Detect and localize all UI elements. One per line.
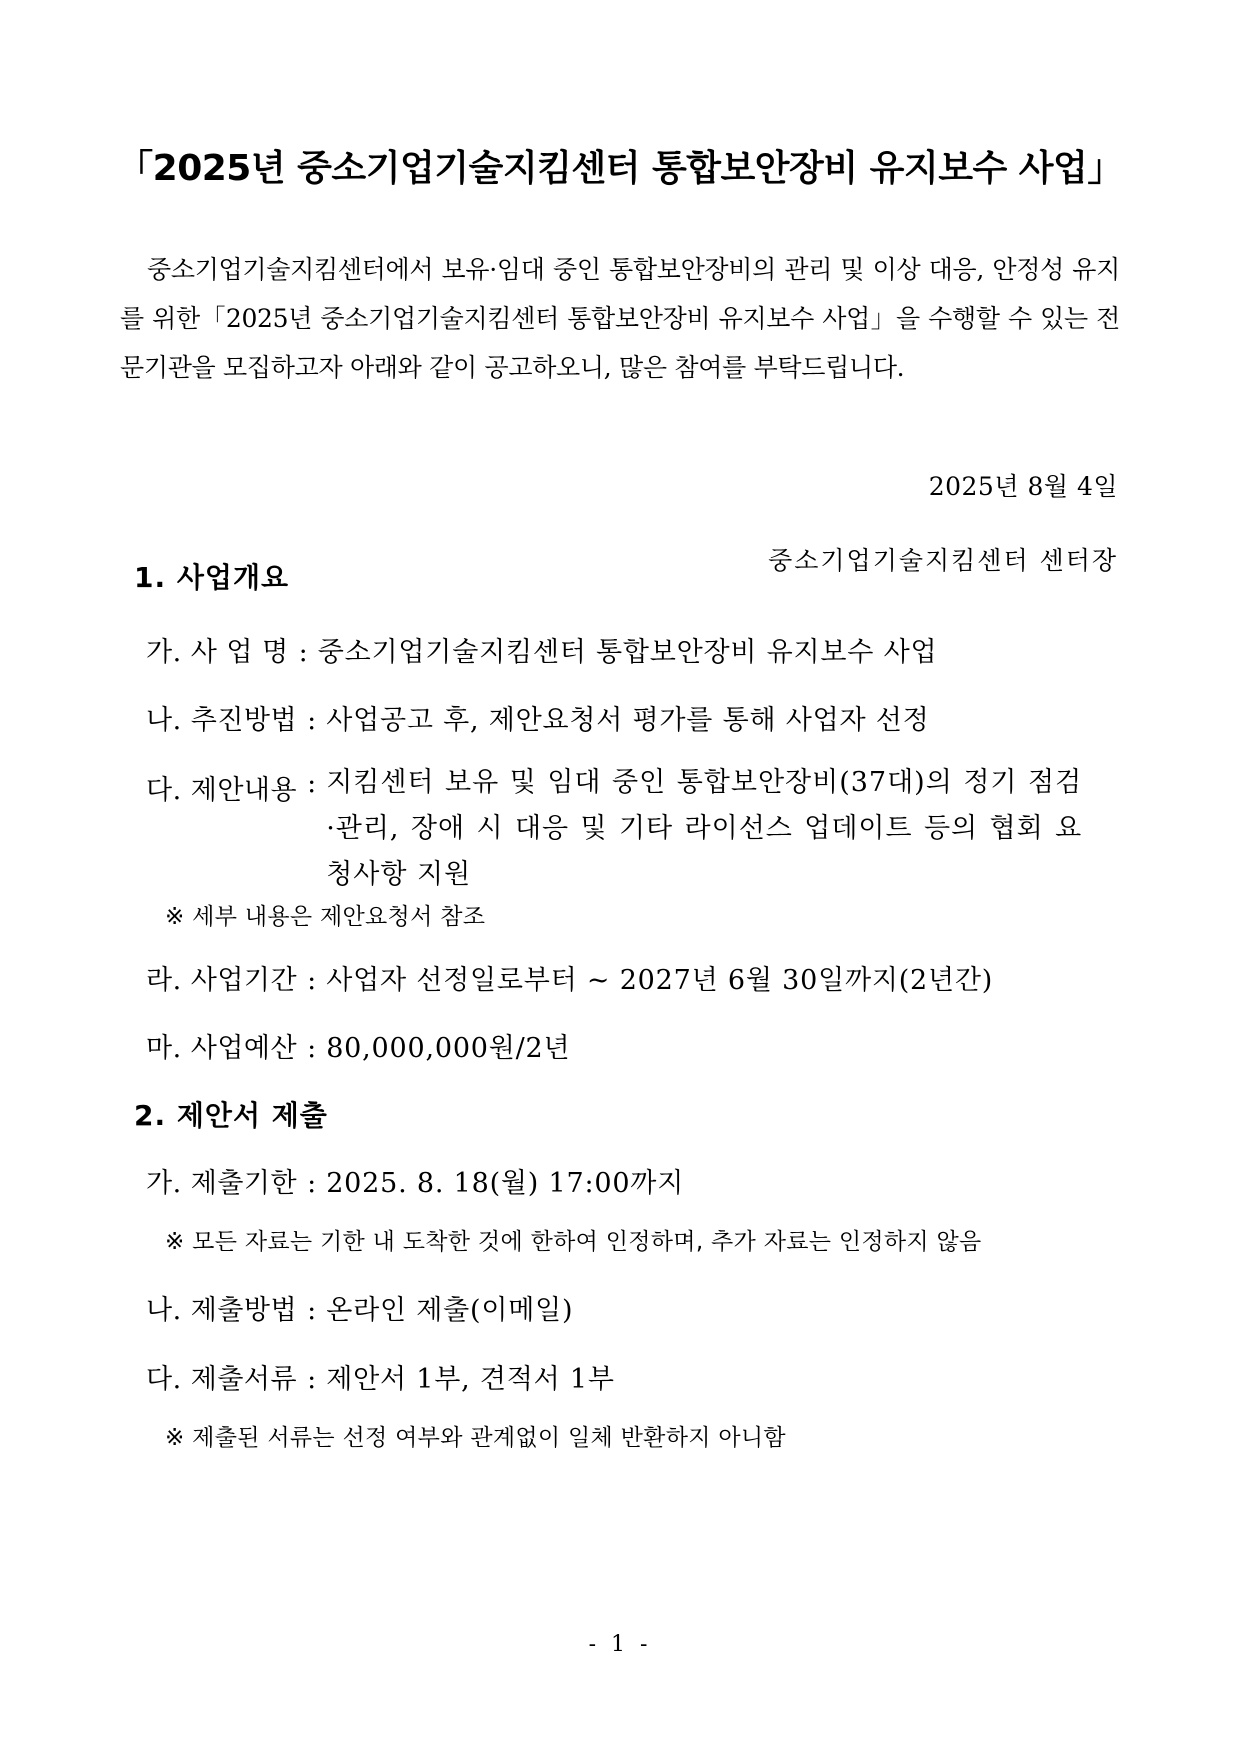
- section-1-item-method: [146, 698, 930, 737]
- section-2-heading: 2. 제안서 제출: [134, 1099, 328, 1132]
- item-label: 다. 제출서류: [146, 1364, 298, 1395]
- item-label: 가. 사 업 명: [146, 637, 289, 668]
- section-1-note: ※ 세부 내용은 제안요청서 참조: [165, 904, 486, 930]
- section-2-item-documents: [146, 1357, 615, 1396]
- page-number: - 1 -: [588, 1632, 652, 1657]
- item-label: 마. 사업예산: [146, 1033, 298, 1064]
- item-colon: :: [307, 1033, 317, 1064]
- document-title: 「2025년 중소기업기술지킴센터 통합보안장비 유지보수 사업」: [117, 148, 1123, 189]
- item-label: 나. 제출방법: [146, 1295, 298, 1326]
- section-1-item-proposal-content: [146, 768, 1082, 898]
- section-2-item-method: [146, 1288, 573, 1327]
- item-colon: :: [298, 637, 308, 668]
- item-label: 다. 제안내용: [146, 775, 298, 806]
- issuing-organization: 중소기업기술지킴센터 센터장: [768, 546, 1118, 575]
- section-1-item-period: [146, 958, 993, 997]
- item-value: 80,000,000원/2년: [326, 1033, 571, 1064]
- announcement-date: 2025년 8월 4일: [928, 472, 1118, 501]
- item-label: 나. 추진방법: [146, 705, 298, 736]
- item-value: 사업자 선정일로부터 ~ 2027년 6월 30일까지(2년간): [326, 965, 994, 996]
- section-1-item-project-name: [146, 630, 937, 669]
- item-colon: :: [307, 705, 317, 736]
- item-colon: :: [307, 768, 317, 799]
- item-colon: :: [307, 1295, 317, 1326]
- item-label: 라. 사업기간: [146, 965, 298, 996]
- item-value: 중소기업기술지킴센터 통합보안장비 유지보수 사업: [317, 637, 938, 668]
- item-colon: :: [307, 1364, 317, 1395]
- item-value: 지킴센터 보유 및 임대 중인 통합보안장비(37대)의 정기 점검·관리, 장애 시 대응 및 기타 라이선스 업데이트 등의 협회 요청사항 지원: [326, 767, 1083, 890]
- intro-paragraph: 중소기업기술지킴센터에서 보유·임대 중인 통합보안장비의 관리 및 이상 대응, 안정성 유지를 위한「2025년 중소기업기술지킴센터 통합보안장비 유지보수 사업」을 수행할 수 있는 전문기관을 모집하고자 아래와 같이 공고하오니, 많은 참여를 부탁드립니다.: [120, 255, 1120, 382]
- section-2-documents-note: ※ 제출된 서류는 선정 여부와 관계없이 일체 반환하지 아니함: [165, 1425, 786, 1451]
- item-colon: :: [307, 1168, 317, 1199]
- section-1-item-budget: [146, 1026, 570, 1065]
- item-value: 2025. 8. 18(월) 17:00까지: [326, 1168, 685, 1199]
- section-1-heading: 1. 사업개요: [134, 561, 290, 594]
- item-label: 가. 제출기한: [146, 1168, 298, 1199]
- item-value: 제안서 1부, 견적서 1부: [326, 1364, 615, 1395]
- item-colon: :: [307, 965, 317, 996]
- item-value: 온라인 제출(이메일): [326, 1295, 574, 1326]
- item-value: 사업공고 후, 제안요청서 평가를 통해 사업자 선정: [326, 705, 930, 736]
- section-2-deadline-note: ※ 모든 자료는 기한 내 도착한 것에 한하여 인정하며, 추가 자료는 인정하지 않음: [165, 1229, 982, 1255]
- section-2-item-deadline: [146, 1161, 684, 1200]
